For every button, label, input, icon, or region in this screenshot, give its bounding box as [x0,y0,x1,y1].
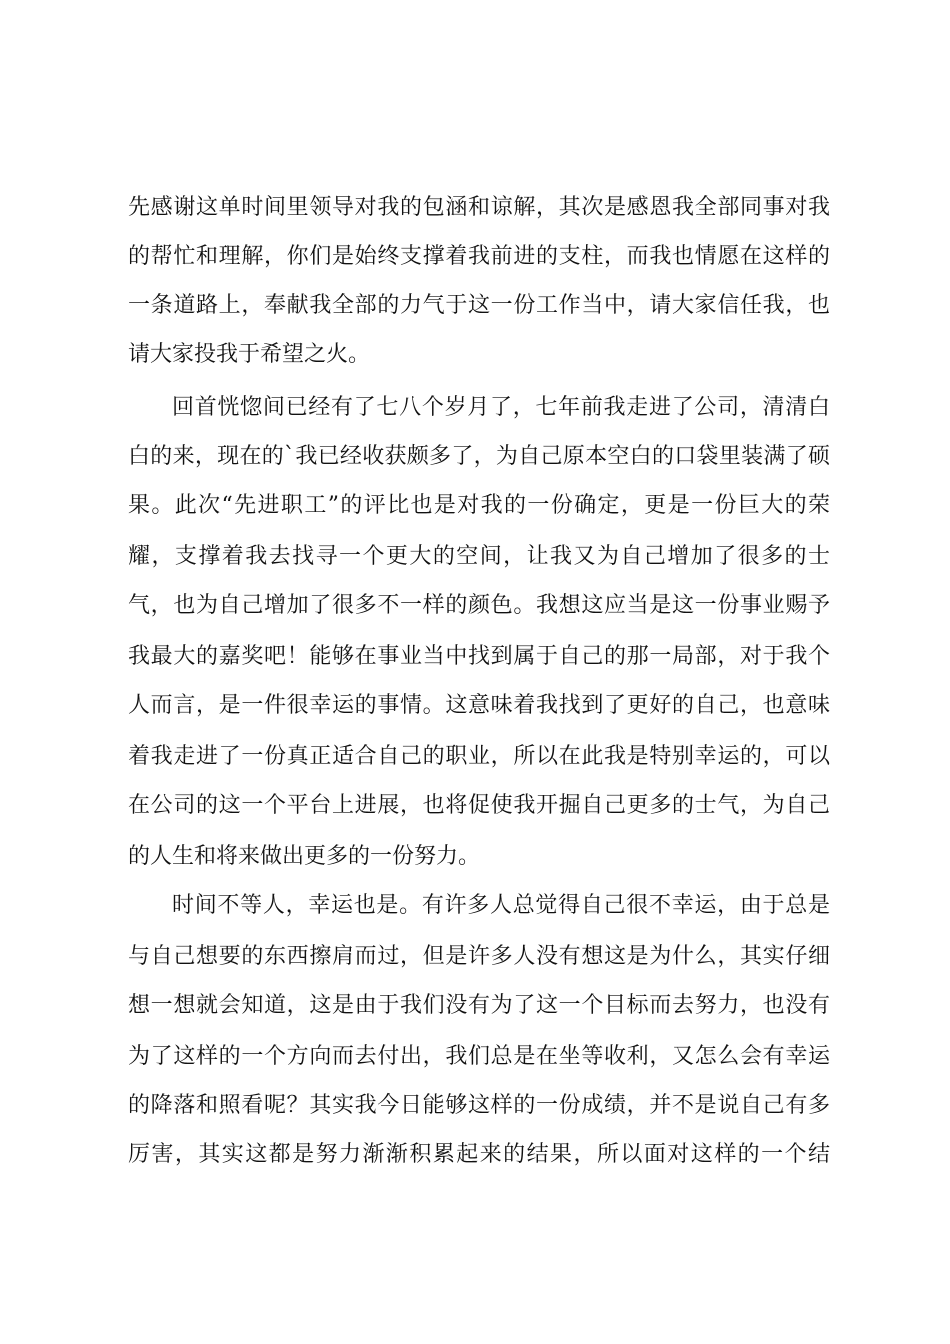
paragraph-start-line: 回首恍惚间已经有了七八个岁月了，七年前我走进了公司，清清白 [172,395,830,420]
text-line: 的降落和照看呢？其实我今日能够这样的一份成绩，并不是说自己有多 [128,1093,830,1118]
text-line: 为了这样的一个方向而去付出，我们总是在坐等收利，又怎么会有幸运 [128,1044,830,1069]
text-line: 与自己想要的东西擦肩而过，但是许多人没有想这是为什么，其实仔细 [128,944,830,969]
text-line: 着我走进了一份真正适合自己的职业，所以在此我是特别幸运的，可以 [128,744,830,769]
text-line: 耀，支撑着我去找寻一个更大的空间，让我又为自己增加了很多的士 [128,544,830,569]
text-line: 先感谢这单时间里领导对我的包涵和谅解，其次是感恩我全部同事对我 [128,195,830,220]
text-line: 想一想就会知道，这是由于我们没有为了这一个目标而去努力，也没有 [128,993,830,1018]
text-line: 在公司的这一个平台上进展，也将促使我开掘自己更多的士气，为自己 [128,793,830,818]
text-line: 一条道路上，奉献我全部的力气于这一份工作当中，请大家信任我，也 [128,293,830,318]
paragraph-start-line: 时间不等人，幸运也是。有许多人总觉得自己很不幸运，由于总是 [172,893,830,918]
text-line: 的人生和将来做出更多的一份努力。 [128,844,481,869]
text-line: 请大家投我于希望之火。 [128,342,371,367]
text-line: 的帮忙和理解，你们是始终支撑着我前进的支柱，而我也情愿在这样的 [128,244,830,269]
text-line: 果。此次“先进职工”的评比也是对我的一份确定，更是一份巨大的荣 [128,493,830,518]
text-line: 气，也为自己增加了很多不一样的颜色。我想这应当是这一份事业赐予 [128,593,830,618]
text-line: 白的来，现在的`我已经收获颇多了，为自己原本空白的口袋里装满了硕 [128,444,830,469]
text-line: 厉害，其实这都是努力渐渐积累起来的结果，所以面对这样的一个结 [128,1142,830,1167]
text-line: 我最大的嘉奖吧！能够在事业当中找到属于自己的那一局部，对于我个 [128,644,830,669]
text-line: 人而言，是一件很幸运的事情。这意味着我找到了更好的自己，也意味 [128,693,830,718]
